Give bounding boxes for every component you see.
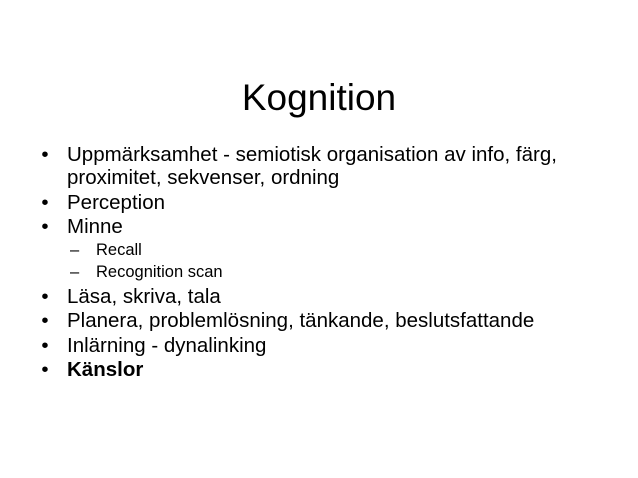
bullet-text: Planera, problemlösning, tänkande, beslutsfattande bbox=[67, 309, 535, 332]
bullet-item-perception bbox=[0, 191, 638, 214]
bullet-text: Uppmärksamhet - semiotisk organisation av info, färg, proximitet, sekvenser, ordning bbox=[67, 143, 557, 189]
sub-bullet-item-recall bbox=[67, 240, 598, 261]
bullet-text: Minne bbox=[67, 215, 123, 238]
bullet-item-attention bbox=[0, 143, 638, 189]
bullet-text: Känslor bbox=[67, 358, 144, 381]
bullet-icon: • bbox=[41, 284, 49, 308]
bullet-icon: • bbox=[41, 190, 49, 214]
bullet-item-learning bbox=[0, 334, 638, 357]
sub-bullet-list bbox=[0, 240, 598, 283]
bullet-item-planning bbox=[0, 309, 638, 332]
bullet-item-emotions bbox=[0, 358, 638, 381]
bullet-icon: • bbox=[41, 143, 49, 166]
bullet-text: Läsa, skriva, tala bbox=[67, 284, 221, 308]
slide-title: Kognition bbox=[241, 77, 397, 118]
bullet-item-read-write-speak bbox=[0, 285, 638, 308]
bullet-text: Perception bbox=[67, 190, 166, 214]
bullet-icon: • bbox=[41, 215, 49, 238]
bullet-text: Inlärning - dynalinking bbox=[67, 333, 267, 357]
bullet-icon: • bbox=[41, 358, 49, 381]
bullet-list bbox=[0, 143, 638, 383]
bullet-item-memory bbox=[0, 215, 638, 283]
sub-bullet-text: Recall bbox=[96, 241, 142, 259]
sub-bullet-item-recognition-scan bbox=[67, 262, 598, 283]
sub-bullet-text: Recognition scan bbox=[96, 263, 223, 281]
dash-icon: – bbox=[70, 241, 80, 259]
bullet-icon: • bbox=[41, 333, 49, 357]
dash-icon: – bbox=[70, 263, 80, 281]
bullet-icon: • bbox=[41, 309, 49, 332]
